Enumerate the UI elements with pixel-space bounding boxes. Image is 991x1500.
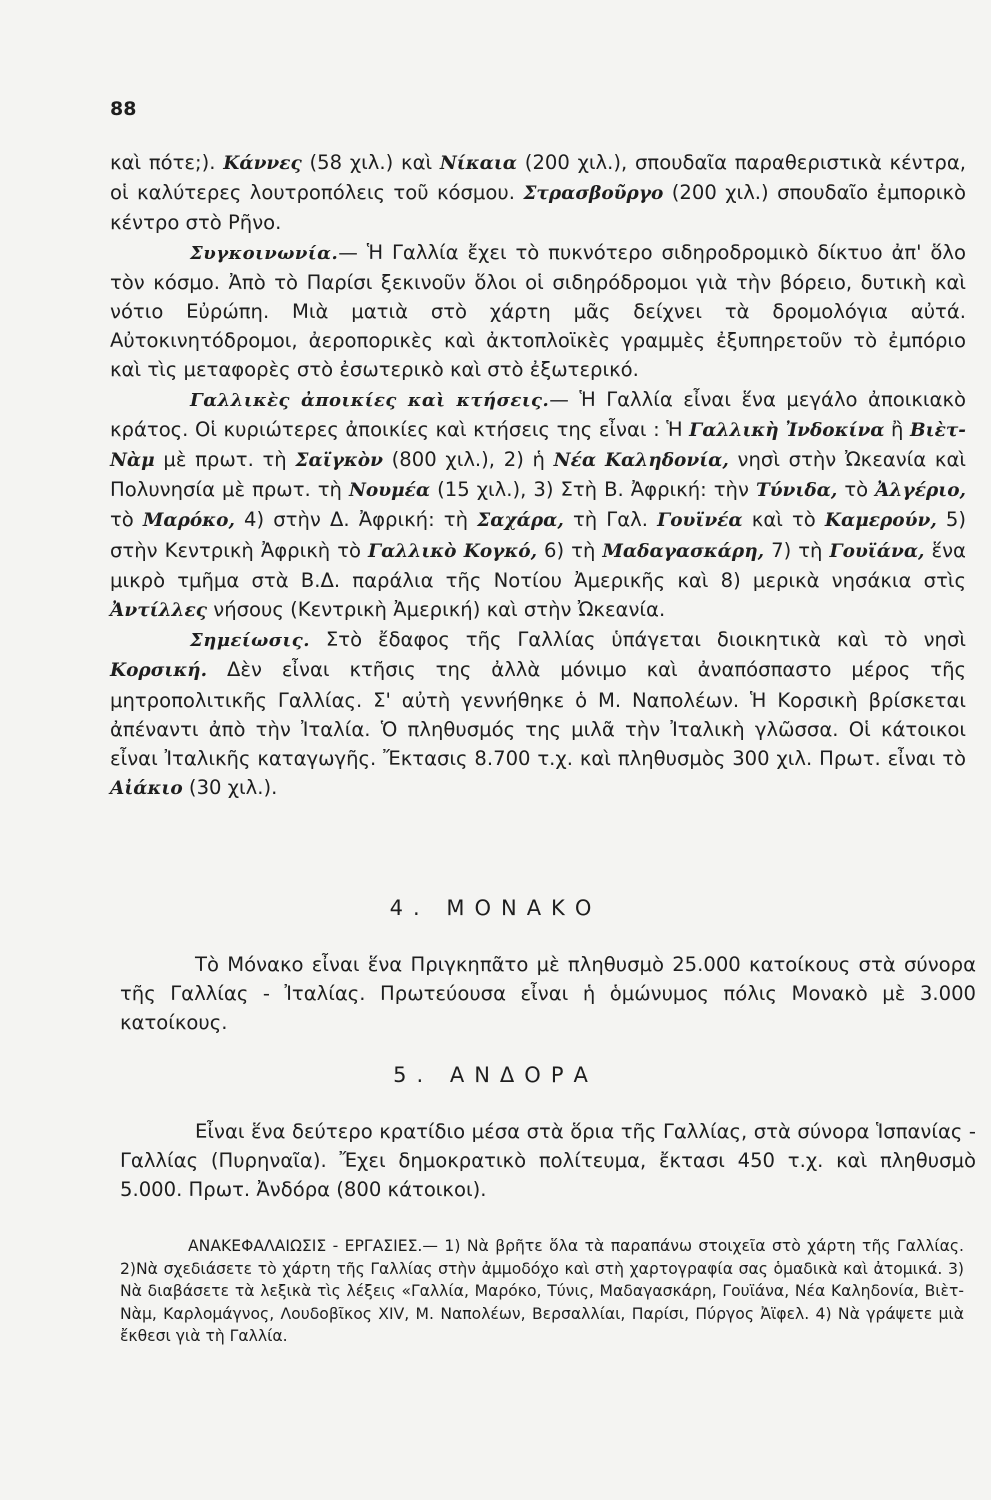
text-run: ἕνα μικρὸ τμῆμα στὰ Β.Δ. παράλια τῆς Νοτίου Ἀμερικῆς καὶ 8) μερικὰ νησάκια στὶς — [110, 538, 966, 592]
italic-term: Βιὲτ-Νὰμ — [110, 419, 966, 472]
text-run: (200 χιλ.), σπουδαῖα παραθεριστικὰ κέντρα, οἱ καλύτερες λουτροπόλεις τοῦ κόσμου. — [110, 151, 966, 205]
italic-term: Καμερούν, — [824, 510, 937, 532]
italic-term: Γαλλικὸ Κογκό, — [368, 540, 538, 562]
italic-term: Μαρόκο, — [142, 510, 235, 532]
text-run: Στὸ ἔδαφος τῆς Γαλλίας ὑπάγεται διοικητικὰ καὶ τὸ νησὶ — [310, 628, 966, 652]
paragraph-heading: Συγκοινωνία. — [190, 242, 339, 264]
paragraph-monaco: Τὸ Μόνακο εἶναι ἕνα Πριγκηπᾶτο μὲ πληθυσμὸ 25.000 κατοίκους στὰ σύνορα τῆς Γαλλίας - Ἰταλίας. Πρωτεύουσα εἶναι ἡ ὁμώνυμος πόλις Μονακὸ μὲ 3.000 κατοίκους. — [120, 953, 976, 1035]
text-run: (58 χιλ.) καὶ — [301, 151, 440, 174]
section-andorra — [120, 1117, 976, 1205]
text-run: 5) στὴν Κεντρικὴ Ἀφρικὴ τὸ — [110, 508, 966, 562]
italic-term: Ἀντίλλες — [110, 600, 208, 622]
text-run: (800 χιλ.), 2) ἡ — [382, 448, 554, 472]
text-run: τὴ Γαλ. — [563, 508, 658, 532]
italic-term: Τύνιδα, — [755, 480, 838, 502]
paragraph-cities — [110, 148, 966, 238]
italic-term: Νίκαια — [439, 153, 518, 174]
italic-term: Αἰάκιο — [110, 778, 183, 800]
paragraph-heading: Γαλλικὲς ἀποικίες καὶ κτήσεις. — [190, 389, 550, 411]
italic-term: Μαδαγασκάρη, — [602, 540, 765, 562]
italic-term: Κορσική. — [110, 660, 208, 682]
italic-term: Γουϊάνα, — [829, 540, 925, 562]
italic-term: Ἀλγέριο, — [875, 480, 966, 502]
text-run: νήσους (Κεντρικὴ Ἀμερική) καὶ στὴν Ὠκεανία. — [207, 598, 666, 622]
paragraph-colonies — [110, 385, 966, 626]
italic-term: Νουμέα — [348, 480, 431, 502]
paragraph-summary: ΑΝΑΚΕΦΑΛΑΙΩΣΙΣ - ΕΡΓΑΣΙΕΣ.— 1) Νὰ βρῆτε ὅλα τὰ παραπάνω στοιχεῖα στὸ χάρτη τῆς Γαλλίας. 2)Νὰ σχεδιάσετε τὸ χάρτη τῆς Γαλλίας στὴν ἀμμοδόχο καὶ στὴ χαρτογραφία σας ὁμαδικὰ καὶ ἀτομικά. 3) Νὰ διαβάσετε τὰ λεξικὰ τὶς λέξεις «Γαλλία, Μαρόκο, Τύνις, Μαδαγασκάρη, Γουϊάνα, Νέα Καληδονία, Βιὲτ-Νὰμ, Καρλομάγνος, Λουδοβῖκος XIV, Μ. Ναπολέων, Βερσαλλίαι, Παρίσι, Πύργος Ἀϊφελ. 4) Νὰ γράψετε μιὰ ἔκθεσι γιὰ τὴ Γαλλία. — [120, 1237, 964, 1346]
text-run: τὸ — [110, 508, 143, 532]
italic-term: Σαϊγκὸν — [295, 450, 383, 472]
italic-term: Σαχάρα, — [477, 510, 564, 532]
text-run: καὶ πότε;). — [110, 151, 224, 174]
text-run: (30 χιλ.). — [182, 776, 278, 800]
paragraph-note-corsica — [110, 625, 966, 803]
text-run: μὲ πρωτ. τὴ — [154, 448, 296, 472]
text-run: 6) τὴ — [537, 538, 603, 562]
text-run: νησὶ στὴν Ὠκεανία καὶ Πολυνησία μὲ πρωτ. τὴ — [110, 448, 966, 502]
text-run: 4) στὴν Δ. Ἀφρική: τὴ — [234, 508, 478, 532]
text-run: καὶ τὸ — [742, 508, 825, 532]
paragraph-transport — [110, 238, 966, 385]
paragraph-andorra: Εἶναι ἕνα δεύτερο κρατίδιο μέσα στὰ ὅρια τῆς Γαλλίας, στὰ σύνορα Ἱσπανίας - Γαλλίας (Πυρηναῖα). Ἔχει δημοκρατικὸ πολίτευμα, ἔκτασι 450 τ.χ. καὶ πληθυσμὸ 5.000. Πρωτ. Ἀνδόρα (800 κάτοικοι). — [120, 1120, 976, 1202]
text-run: — Ἡ Γαλλία ἔχει τὸ πυκνότερο σιδηροδρομικὸ δίκτυο ἀπ' ὅλο τὸν κόσμο. Ἀπὸ τὸ Παρίσι ξεκινοῦν ὅλοι οἱ σιδηρόδρομοι γιὰ τὴν βόρειο, δυτικὴ καὶ νότιο Εὐρώπη. Μιὰ ματιὰ στὸ χάρτη μᾶς δείχνει τὰ δρομολόγια αὐτά. Αὐτοκινητόδρομοι, ἀεροπορικὲς καὶ ἀκτοπλοϊκὲς γραμμὲς ἐξυπηρετοῦν τὸ ἐμπόριο καὶ τὶς μεταφορὲς στὸ ἐσωτερικὸ καὶ στὸ ἐξωτερικό. — [110, 240, 966, 382]
text-run: τὸ — [837, 478, 876, 502]
text-run: Δὲν εἶναι κτῆσις της ἀλλὰ μόνιμο καὶ ἀναπόσπαστο μέρος τῆς μητροπολιτικῆς Γαλλίας. Σ' αὐτὴ γεννήθηκε ὁ Μ. Ναπολέων. Ἡ Κορσικὴ βρίσκεται ἀπέναντι ἀπὸ τὴν Ἰταλία. Ὁ πληθυσμός της μιλᾶ τὴν Ἰταλικὴ γλῶσσα. Οἱ κάτοικοι εἶναι Ἰταλικῆς καταγωγῆς. Ἔκτασις 8.700 τ.χ. καὶ πληθυσμὸς 300 χιλ. Πρωτ. εἶναι τὸ — [110, 658, 966, 771]
paragraph-heading: Σημείωσις. — [190, 630, 310, 652]
text-run: — Ἡ Γαλλία εἶναι ἕνα μεγάλο ἀποικιακὸ κράτος. Οἱ κυριώτερες ἀποικίες καὶ κτήσεις της εἶναι : Ἡ — [110, 387, 966, 441]
text-run: (200 χιλ.) σπουδαῖο ἐμπορικὸ κέντρο στὸ Ρῆνο. — [110, 181, 966, 235]
section-monaco — [120, 950, 976, 1038]
text-run: (15 χιλ.), 3) Στὴ Β. Ἀφρική: τὴν — [430, 478, 756, 502]
italic-term: Νέα Καληδονία, — [553, 450, 729, 472]
page-number: 88 — [110, 98, 137, 120]
summary-exercises — [120, 1235, 964, 1348]
text-run: ἢ — [884, 417, 911, 441]
section-heading-andorra: 5. ΑΝΔΟΡΑ — [393, 1063, 598, 1087]
italic-term: Στρασβοῦργο — [523, 183, 664, 205]
section-heading-monaco: 4. ΜΟΝΑΚΟ — [389, 896, 602, 920]
main-text — [110, 148, 966, 803]
italic-term: Γαλλικὴ Ἰνδοκίνα — [689, 419, 885, 441]
italic-term: Γουϊνέα — [657, 510, 743, 532]
text-run: 7) τὴ — [764, 538, 830, 562]
italic-term: Κάννες — [223, 153, 302, 174]
